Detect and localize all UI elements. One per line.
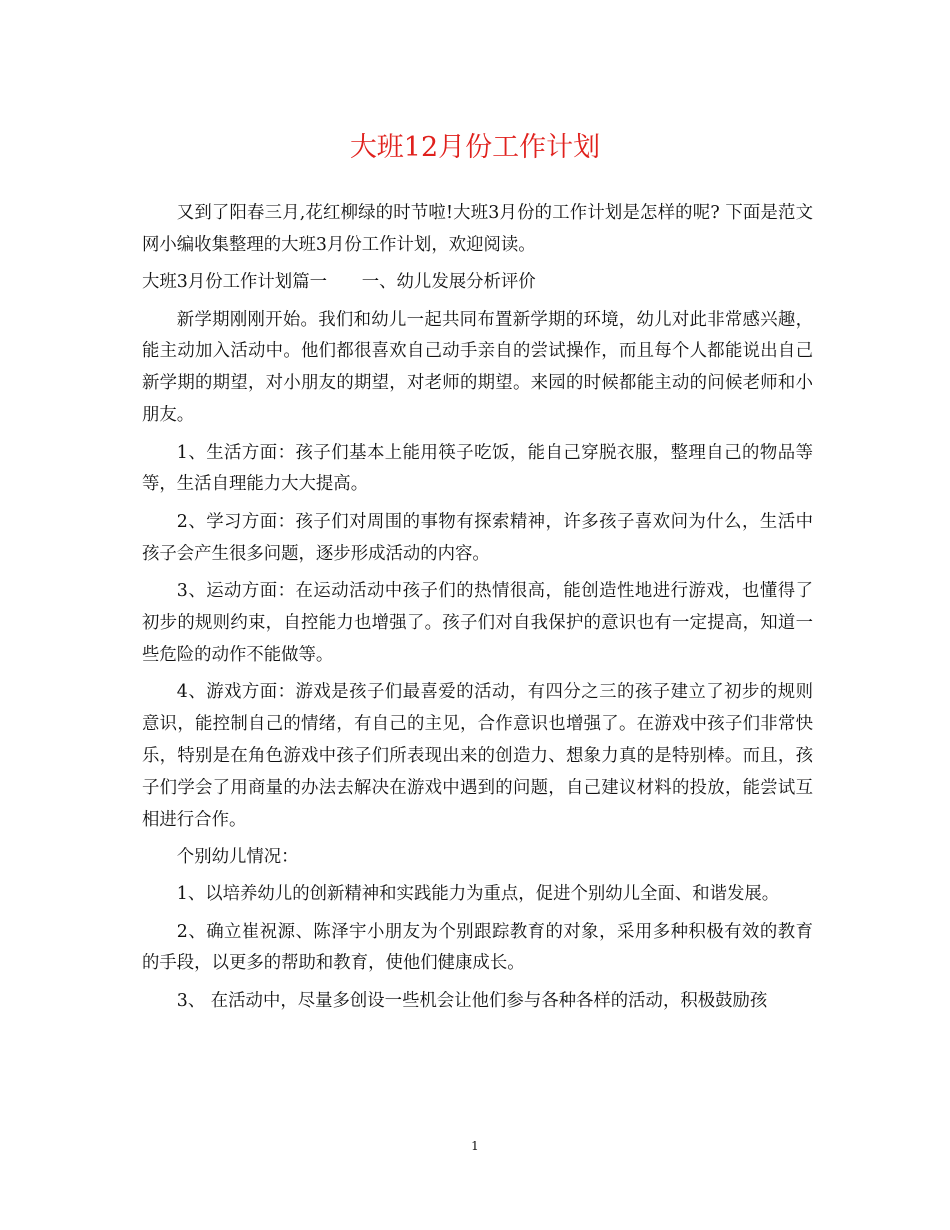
paragraph-analysis: 新学期刚刚开始。我们和幼儿一起共同布置新学期的环境，幼儿对此非常感兴趣，能主动加入活动中。他们都很喜欢自己动手亲自的尝试操作，而且每个人都能说出自己新学期的期望，对小朋友的期望，对老师的期望。来园的时候都能主动的问候老师和小朋友。 [142,309,813,426]
paragraph-individual-1: 1、以培养幼儿的创新精神和实践能力为重点，促进个别幼儿全面、和谐发展。 [176,884,780,905]
paragraph-sports: 3、运动方面：在运动活动中孩子们的热情很高，能创造性地进行游戏，也懂得了初步的规则约束，自控能力也增强了。孩子们对自我保护的意识也有一定提高，知道一些危险的动作不能做等。 [142,580,813,665]
subheading-individual: 个别幼儿情况： [176,846,299,867]
paragraph-individual-3: 3、 在活动中，尽量多创设一些机会让他们参与各种各样的活动，积极鼓励孩 [176,990,768,1011]
paragraph-study: 2、学习方面：孩子们对周围的事物有探索精神，许多孩子喜欢问为什么，生活中孩子会产生很多问题，逐步形成活动的内容。 [142,511,813,564]
document-body [142,198,813,1023]
paragraph-games: 4、游戏方面：游戏是孩子们最喜爱的活动，有四分之三的孩子建立了初步的规则意识，能控制自己的情绪，有自己的主见，合作意识也增强了。在游戏中孩子们非常快乐，特别是在角色游戏中孩子们所表现出来的创造力、想象力真的是特别棒。而且，孩子们学会了用商量的办法去解决在游戏中遇到的问题，自己建议材料的投放，能尝试互相进行合作。 [142,682,813,830]
paragraph-individual-2: 2、确立崔祝源、陈泽宇小朋友为个别跟踪教育的对象，采用多种积极有效的教育的手段，以更多的帮助和教育，使他们健康成长。 [142,921,813,974]
section-heading: 大班3月份工作计划篇一 一、幼儿发展分析评价 [142,272,536,293]
page-number: 1 [471,1139,479,1153]
paragraph-intro: 又到了阳春三月,花红柳绿的时节啦!大班3月份的工作计划是怎样的呢? 下面是范文网小编收集整理的大班3月份工作计划，欢迎阅读。 [142,203,813,255]
document-title: 大班12月份工作计划 [349,132,601,163]
paragraph-life: 1、生活方面：孩子们基本上能用筷子吃饭，能自己穿脱衣服，整理自己的物品等等，生活自理能力大大提高。 [142,442,813,495]
